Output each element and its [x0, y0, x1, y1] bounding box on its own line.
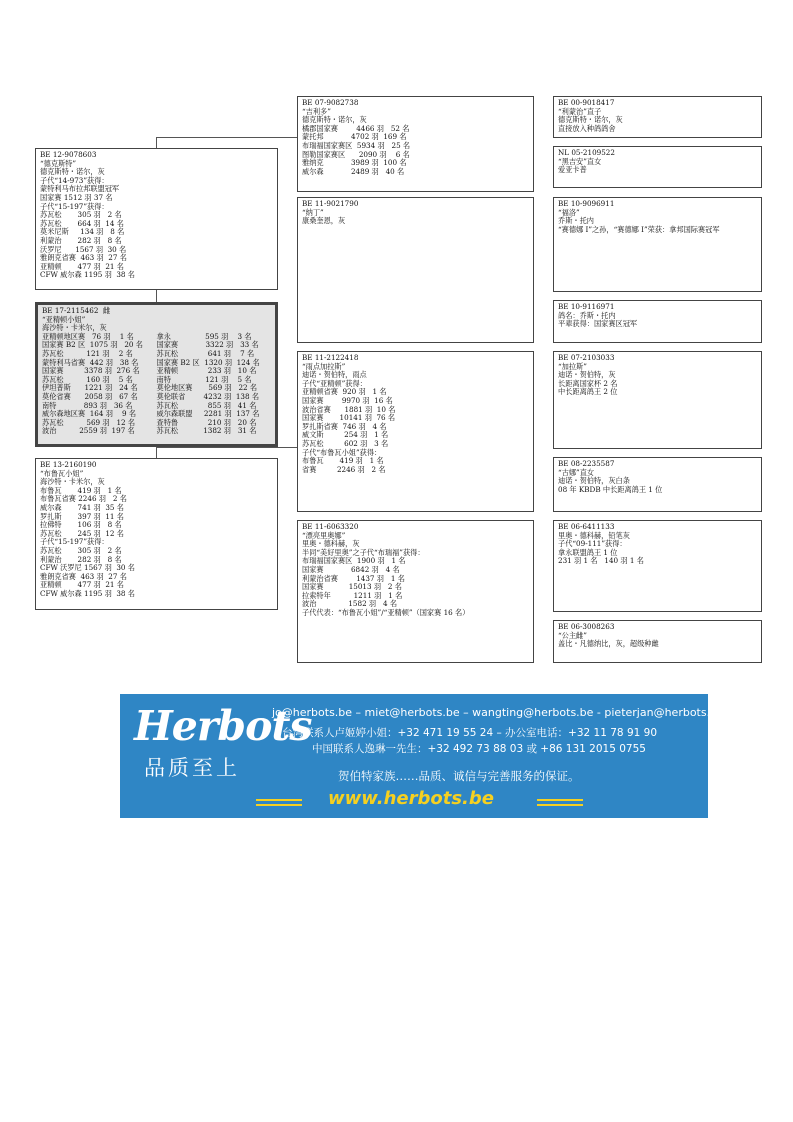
pedigree-line: “公主雌” — [558, 630, 587, 640]
result-cell: 威尔森地区赛 164 羽 9 名 — [42, 409, 137, 419]
pedigree-line: BE 10-9096911 — [558, 199, 615, 208]
sire-dam-sire-card[interactable] — [553, 197, 762, 292]
guarantee-text: 贺伯特家族……品质、诚信与完善服务的保证。 — [338, 769, 580, 783]
sire-dam-dam-card[interactable] — [553, 300, 762, 343]
pedigree-line: 苏瓦松 305 羽 2 名 — [40, 545, 122, 555]
sire-sire-dam-card[interactable] — [553, 146, 762, 188]
sire-dam-card[interactable] — [297, 197, 534, 343]
pedigree-line: “雨点加拉斯” — [302, 361, 346, 371]
pedigree-line: 图勒国家赛区 2090 羽 6 名 — [302, 149, 410, 159]
result-cell: 国家赛 B2 区 1075 羽 20 名 — [42, 340, 143, 350]
pedigree-line: “布鲁瓦小姐” — [40, 468, 84, 478]
result-cell: 蒙特利马省赛 442 羽 38 名 — [42, 357, 139, 367]
connector-line — [156, 447, 297, 448]
pedigree-line: 布鲁瓦 419 羽 1 名 — [40, 485, 122, 495]
herbots-logo: Herbots — [134, 702, 312, 750]
pedigree-line: 亚精顿 477 羽 21 名 — [40, 580, 124, 590]
dam-dam-card[interactable] — [297, 520, 534, 663]
pedigree-line: 橘郡国家赛 4466 羽 52 名 — [302, 123, 410, 133]
pedigree-line: 苏瓦松 245 羽 12 名 — [40, 528, 124, 538]
pedigree-line: 雅纳克 3989 羽 100 名 — [302, 158, 407, 168]
pedigree-line: 亚精顿省赛 920 羽 1 名 — [302, 387, 387, 397]
main-pigeon-line: 海沙特・卡米尔，灰 — [42, 323, 107, 333]
dam-sire-sire-card[interactable] — [553, 351, 762, 449]
pedigree-line: “纳丁” — [302, 207, 324, 217]
result-cell: 苏瓦松 569 羽 12 名 — [42, 417, 136, 427]
pedigree-line: 海沙特・卡米尔，灰 — [40, 477, 105, 487]
result-cell: 国家赛 B2 区 1320 羽 124 名 — [156, 357, 260, 367]
pedigree-line: “利蒙治”直子 — [558, 106, 602, 116]
pedigree-line: BE 12-9078603 — [40, 150, 97, 159]
pedigree-line: 罗扎斯 397 羽 11 名 — [40, 511, 124, 521]
pedigree-line: 蒙托邦 4702 羽 169 名 — [302, 132, 407, 142]
sire-card[interactable] — [35, 148, 278, 290]
pedigree-line: NL 05-2109522 — [558, 148, 615, 157]
pedigree-line: 威文斯 254 羽 1 名 — [302, 430, 389, 440]
pedigree-line: 苏瓦松 664 羽 14 名 — [40, 218, 124, 228]
pedigree-line: “福洛” — [558, 207, 580, 217]
pedigree-line: “漂亮里奥娜” — [302, 530, 346, 540]
pedigree-line: 乔斯・托内 — [558, 216, 594, 226]
pedigree-line: “赛德娜 I”之孙，“赛德娜 I”荣获：拿邦国际赛冠军 — [558, 224, 720, 234]
pedigree-line: 迪诺・贺伯特，雨点 — [302, 370, 367, 380]
pedigree-line: 鸽名：乔斯・托内 — [558, 310, 616, 320]
pedigree-line: CFW 沃罗尼 1567 羽 30 名 — [40, 563, 135, 573]
dam-dam-sire-card[interactable] — [553, 520, 762, 612]
pedigree-line: “加拉斯” — [558, 361, 587, 371]
pedigree-line: 平辈获得：国家赛区冠军 — [558, 319, 638, 329]
pedigree-line: 拉佛特 106 羽 8 名 — [40, 520, 122, 530]
pedigree-line: 拉索特年 1211 羽 1 名 — [302, 590, 403, 600]
pedigree-line: 子代“15-197”获得： — [40, 201, 109, 211]
website-link[interactable]: www.herbots.be — [328, 788, 494, 809]
dam-sire-card[interactable] — [297, 351, 534, 512]
result-cell: 伊坦普斯 1221 羽 24 名 — [42, 383, 138, 393]
pedigree-line: 雅朗克省赛 463 羽 27 名 — [40, 253, 127, 263]
pedigree-line: 苏瓦松 602 羽 3 名 — [302, 438, 389, 448]
result-cell: 苏瓦松 160 羽 5 名 — [42, 374, 133, 384]
pedigree-line: 布鲁瓦 419 羽 1 名 — [302, 456, 384, 466]
pedigree-line: 中长距离鸽王 2 位 — [558, 387, 618, 397]
pedigree-line: 半同“美好里奥”之子代“布瑞福”获得： — [302, 547, 425, 557]
pedigree-line: BE 11-6063320 — [302, 522, 359, 531]
pedigree-line: BE 11-9021790 — [302, 199, 359, 208]
result-cell: 莫伦省赛 2058 羽 67 名 — [42, 391, 138, 401]
slogan: 品质至上 — [144, 756, 240, 780]
pedigree-line: 国家赛 9970 羽 16 名 — [302, 395, 393, 405]
pedigree-line: 迪诺・贺伯特，灰白条 — [558, 476, 630, 486]
pedigree-line: “吉利多” — [302, 106, 331, 116]
result-cell: 南特 121 羽 5 名 — [156, 374, 252, 384]
divider-left — [256, 799, 302, 801]
pedigree-line: 亚精顿 477 羽 21 名 — [40, 261, 124, 271]
result-cell: 南特 893 羽 36 名 — [42, 400, 133, 410]
pedigree-line: CFW 威尔森 1195 羽 38 名 — [40, 270, 135, 280]
pedigree-line: 布鲁瓦省赛 2246 羽 2 名 — [40, 494, 127, 504]
sire-sire-card[interactable] — [297, 96, 534, 192]
pedigree-line: 国家赛 15013 羽 2 名 — [302, 582, 402, 592]
pedigree-line: 里奥・德科赫，铅笔灰 — [558, 530, 630, 540]
divider-right — [537, 804, 583, 806]
pedigree-line: 沃罗尼 1567 羽 30 名 — [40, 244, 127, 254]
pedigree-line: 威尔森 2489 羽 40 名 — [302, 166, 405, 176]
pedigree-line: 雅朗克省赛 463 羽 27 名 — [40, 571, 127, 581]
pedigree-line: 德克斯特・诺尔，灰 — [558, 115, 623, 125]
divider-right — [537, 799, 583, 801]
result-cell: 亚精顿地区赛 76 羽 1 名 — [42, 331, 134, 341]
contact-china: 中国联系人逸琳一先生：+32 492 73 88 03 或 +86 131 2015 0755 — [312, 743, 646, 755]
result-cell: 查特鲁 210 羽 20 名 — [156, 417, 257, 427]
pedigree-line: 苏瓦松 305 羽 2 名 — [40, 210, 122, 220]
result-cell: 苏瓦松 641 羽 7 名 — [156, 348, 255, 358]
sire-sire-sire-card[interactable] — [553, 96, 762, 138]
pedigree-line: 08 年 KBDB 中长距离鸽王 1 位 — [558, 484, 663, 494]
pedigree-line: 里奥・德科赫，灰 — [302, 539, 360, 549]
pedigree-line: 国家赛 6842 羽 4 名 — [302, 564, 400, 574]
pedigree-line: 迪诺・贺伯特，灰 — [558, 370, 616, 380]
pedigree-line: 长距离国家杯 2 名 — [558, 378, 618, 388]
result-cell: 苏瓦松 855 羽 41 名 — [156, 400, 257, 410]
pedigree-line: 子代“14-973”获得： — [40, 175, 109, 185]
pedigree-line: “古娜”直女 — [558, 467, 595, 477]
contact-emails[interactable]: jo@herbots.be – miet@herbots.be – wangting@herbots.be - pieterjan@herbots.be — [272, 706, 724, 719]
pedigree-line: 子代“09-111”获得： — [558, 539, 627, 549]
pedigree-line: BE 10-9116971 — [558, 302, 615, 311]
pedigree-line: 国家赛 1512 羽 37 名 — [40, 192, 113, 202]
pedigree-line: 子代“亚精顿”获得： — [302, 378, 367, 388]
pedigree-line: 德克斯特・诺尔，灰 — [40, 167, 105, 177]
result-cell: 莫伦联省 4232 羽 138 名 — [156, 391, 260, 401]
result-cell: 拿永 595 羽 3 名 — [156, 331, 252, 341]
result-cell: 国家赛 3378 羽 276 名 — [42, 366, 140, 376]
divider-left — [256, 804, 302, 806]
pedigree-line: 拿永联盟鸽王 1 位 — [558, 547, 618, 557]
pedigree-line: BE 00-9018417 — [558, 98, 615, 107]
result-cell: 威尔森联盟 2281 羽 137 名 — [156, 409, 260, 419]
dam-dam-dam-card[interactable] — [553, 620, 762, 663]
connector-line — [156, 290, 157, 302]
result-cell: 苏瓦松 121 羽 2 名 — [42, 348, 133, 358]
pedigree-line: 布瑞福国家赛区 5934 羽 25 名 — [302, 140, 411, 150]
pedigree-line: BE 07-2103033 — [558, 353, 615, 362]
pedigree-line: 省赛 2246 羽 2 名 — [302, 464, 386, 474]
pedigree-line: 子代“15-197”获得： — [40, 537, 109, 547]
pedigree-line: 威尔森 741 羽 35 名 — [40, 502, 124, 512]
pedigree-line: CFW 威尔森 1195 羽 38 名 — [40, 588, 135, 598]
pedigree-line: “黑吉安”直女 — [558, 156, 602, 166]
pedigree-line: 布瑞福国家赛区 1900 羽 1 名 — [302, 556, 406, 566]
dam-sire-dam-card[interactable] — [553, 457, 762, 512]
result-cell: 莫伦地区赛 569 羽 22 名 — [156, 383, 258, 393]
pedigree-line: 国家赛 10141 羽 76 名 — [302, 413, 396, 423]
connector-line — [156, 137, 157, 148]
result-cell: 亚精顿 233 羽 10 名 — [156, 366, 257, 376]
pedigree-line: 子代代表：“布鲁瓦小姐”/“亚精顿”（国家赛 16 名） — [302, 607, 470, 617]
pedigree-line: 231 羽 1 名 140 羽 1 名 — [558, 556, 644, 566]
pedigree-line: 罗扎斯省赛 746 羽 4 名 — [302, 421, 387, 431]
pedigree-line: 康桑奎恩，灰 — [302, 216, 346, 226]
pedigree-line: BE 11-2122418 — [302, 353, 359, 362]
contact-taiwan: 台湾联系人卢姬婷小姐：+32 471 19 55 24 – 办公室电话：+32 11 78 91 90 — [282, 727, 658, 739]
pedigree-line: 波治省赛 1881 羽 10 名 — [302, 404, 396, 414]
herbots-banner — [120, 694, 724, 818]
pedigree-line: 盖比・凡德纳比，灰，超级种雌 — [558, 639, 659, 649]
result-cell: 国家赛 3322 羽 33 名 — [156, 340, 259, 350]
connector-line — [156, 137, 297, 138]
connector-line — [156, 447, 157, 458]
pedigree-line: 波治 1582 羽 4 名 — [302, 599, 398, 609]
result-cell: 波治 2559 羽 197 名 — [42, 426, 135, 436]
pedigree-line: BE 06-6411133 — [558, 522, 615, 531]
pedigree-line: BE 08-2235587 — [558, 459, 615, 468]
main-pigeon-line: BE 17-2115462 雌 — [42, 306, 111, 315]
pedigree-line: 直接放入种鸽鸽舍 — [558, 123, 616, 133]
pedigree-line: BE 13-2160190 — [40, 460, 97, 469]
dam-card[interactable] — [35, 458, 278, 610]
pedigree-line: 德克斯特・诺尔，灰 — [302, 115, 367, 125]
pedigree-line: 利蒙治 282 羽 8 名 — [40, 235, 122, 245]
pedigree-line: 爱亚卡普 — [558, 165, 587, 175]
main-pigeon-card[interactable] — [35, 302, 278, 447]
pedigree-line: BE 06-3008263 — [558, 622, 615, 631]
result-cell: 苏瓦松 1382 羽 31 名 — [156, 426, 257, 436]
pedigree-line: 莫米尼斯 134 羽 8 名 — [40, 227, 125, 237]
pedigree-line: 利蒙治 282 羽 8 名 — [40, 554, 122, 564]
pedigree-line: 利蒙治省赛 1437 羽 1 名 — [302, 573, 405, 583]
main-pigeon-line: “亚精顿小姐” — [42, 314, 86, 324]
pedigree-line: 子代“布鲁瓦小姐”获得： — [302, 447, 382, 457]
result-row — [42, 427, 271, 436]
pedigree-line: “德克斯特” — [40, 158, 77, 168]
pedigree-line: BE 07-9082738 — [302, 98, 359, 107]
pedigree-line: 蒙特利马布拉邦联盟冠军 — [40, 184, 120, 194]
